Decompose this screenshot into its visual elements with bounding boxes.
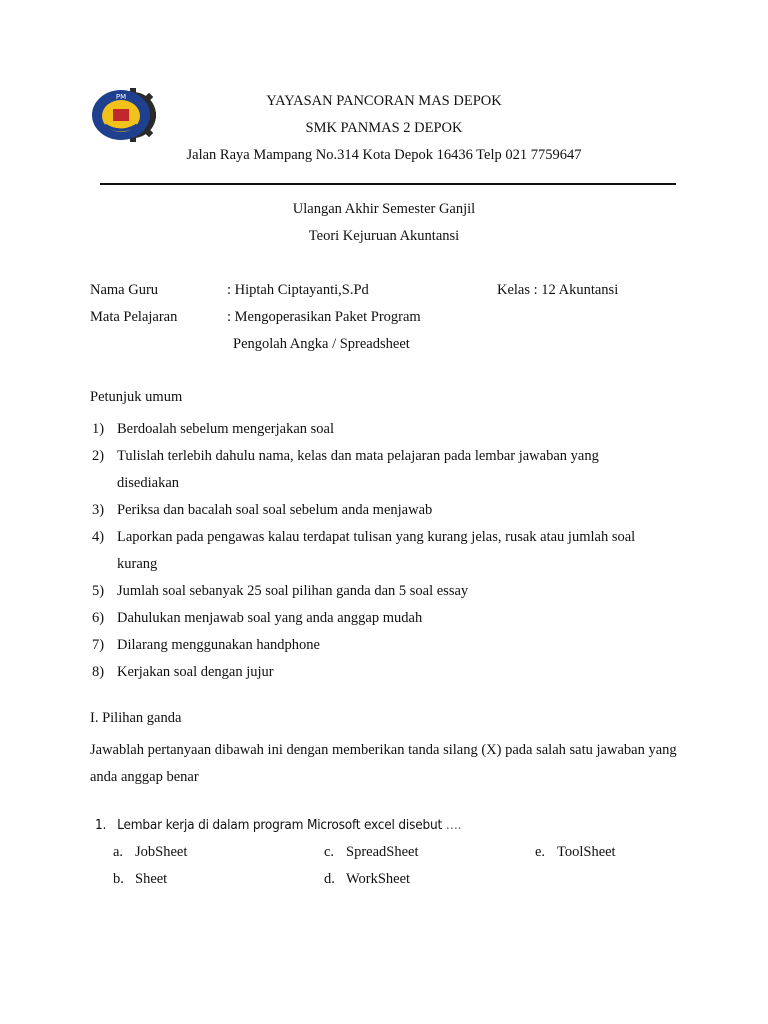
instructions-heading: Petunjuk umum (90, 389, 183, 405)
option-text: Sheet (135, 871, 168, 887)
instruction-item (90, 659, 690, 686)
instruction-item (90, 605, 690, 632)
subject-label: Mata Pelajaran (90, 309, 178, 325)
class-info: Kelas : 12 Akuntansi (497, 282, 619, 298)
instruction-item (90, 416, 690, 443)
subject-value-line-2: Pengolah Angka / Spreadsheet (233, 336, 410, 352)
instruction-text: Kerjakan soal dengan jujur (117, 664, 274, 680)
question-ellipsis: …. (445, 817, 462, 833)
school-name: SMK PANMAS 2 DEPOK (305, 120, 463, 136)
option-letter: c. (324, 844, 335, 860)
instruction-text: disediakan (117, 475, 180, 491)
instructions-list (90, 416, 690, 686)
instruction-text: Dilarang menggunakan handphone (117, 637, 320, 653)
option-a[interactable] (113, 844, 187, 861)
instruction-number: 4) (92, 529, 105, 545)
option-letter: a. (113, 844, 124, 860)
option-text: JobSheet (135, 844, 188, 860)
instruction-number: 5) (92, 583, 105, 599)
instruction-item (90, 524, 690, 578)
option-letter: d. (324, 871, 335, 887)
subject-value-line-1: : Mengoperasikan Paket Program (227, 309, 421, 325)
option-letter: b. (113, 871, 124, 887)
header-divider (100, 183, 676, 185)
logo-text: PM (115, 93, 127, 101)
instruction-item (90, 443, 690, 497)
option-text: SpreadSheet (346, 844, 419, 860)
option-b[interactable] (113, 871, 167, 888)
instruction-item (90, 497, 690, 524)
instruction-number: 6) (92, 610, 105, 626)
instruction-number: 7) (92, 637, 105, 653)
instruction-number: 8) (92, 664, 105, 680)
instruction-text: Jumlah soal sebanyak 25 soal pilihan ganda dan 5 soal essay (117, 583, 469, 599)
teacher-label: Nama Guru (90, 282, 159, 298)
instruction-item (90, 632, 690, 659)
instruction-text: Dahulukan menjawab soal yang anda anggap mudah (117, 610, 423, 626)
section-title: I. Pilihan ganda (90, 710, 182, 726)
instruction-number: 2) (92, 448, 105, 464)
instruction-text: kurang (117, 556, 158, 572)
option-c[interactable] (324, 844, 418, 861)
option-text: ToolSheet (557, 844, 616, 860)
org-name: YAYASAN PANCORAN MAS DEPOK (266, 93, 502, 109)
option-e[interactable] (535, 844, 616, 861)
question-number: 1. (95, 817, 107, 833)
option-letter: e. (535, 844, 546, 860)
instruction-number: 1) (92, 421, 105, 437)
school-address: Jalan Raya Mampang No.314 Kota Depok 16436 Telp 021 7759647 (186, 147, 582, 163)
section-instruction: Jawablah pertanyaan dibawah ini dengan memberikan tanda silang (X) pada salah satu jawaban yang anda anggap benar (90, 742, 677, 785)
instruction-text: Tulislah terlebih dahulu nama, kelas dan mata pelajaran pada lembar jawaban yang (117, 448, 599, 464)
exam-title: Ulangan Akhir Semester Ganjil (292, 201, 476, 217)
question-1 (95, 817, 461, 833)
question-text: Lembar kerja di dalam program Microsoft excel disebut (117, 817, 443, 833)
instruction-text: Periksa dan bacalah soal soal sebelum anda menjawab (117, 502, 433, 518)
teacher-value: : Hiptah Ciptayanti,S.Pd (227, 282, 369, 298)
instruction-number: 3) (92, 502, 105, 518)
option-text: WorkSheet (346, 871, 411, 887)
instruction-text: Berdoalah sebelum mengerjakan soal (117, 421, 335, 437)
instruction-item (90, 578, 690, 605)
option-d[interactable] (324, 871, 410, 888)
instruction-text: Laporkan pada pengawas kalau terdapat tulisan yang kurang jelas, rusak atau jumlah soal (117, 529, 636, 545)
exam-subject-area: Teori Kejuruan Akuntansi (308, 228, 460, 244)
